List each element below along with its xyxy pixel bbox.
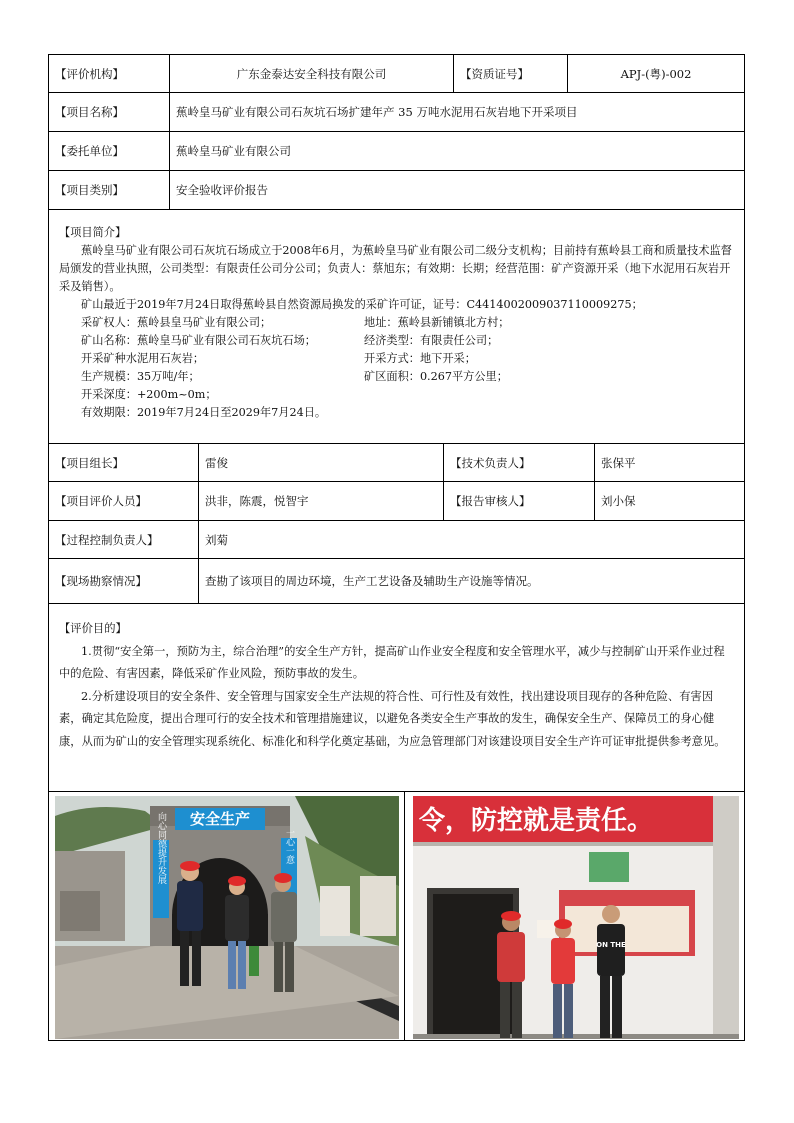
kv-key: 开采矿种水泥用石灰岩； [81, 352, 205, 365]
process-label: 【过程控制负责人】 [55, 532, 159, 547]
process-row [49, 521, 744, 559]
kv-val: 经济类型：有限责任公司； [364, 334, 499, 347]
project-label: 【项目名称】 [55, 105, 124, 119]
banner-text: 令，防控就是责任。 [419, 806, 654, 836]
kv-key: 生产规模：35万吨/年； [81, 370, 200, 383]
org-row [49, 55, 744, 93]
evaluators-label: 【项目评价人员】 [55, 494, 147, 508]
evaluators-row [49, 482, 744, 521]
purpose-p2: 2.分析建设项目的安全条件、安全管理与国家安全生产法规的符合性、可行性及有效性，找出建设项目现存的各种危险、有害因素，确定其危险度，提出合理可行的安全技术和管理措施建议，以避免各类安全生产事故的发生，确保安全生产、保障员工的身心健康，从而为矿山的安全管理实现系统化、标准化和科学化奠定基础，为应急管理部门对该建设项目安全生产许可证审批提供参考意见。 [59, 689, 726, 748]
leader-label: 【项目组长】 [55, 455, 124, 470]
leader-row [49, 444, 744, 482]
intro-kv-row [59, 314, 734, 332]
intro-kv-row [59, 350, 734, 368]
project-row [49, 93, 744, 132]
kv-val: 矿区面积：0.267平方公里； [364, 370, 508, 383]
tech-value: 张保平 [594, 444, 744, 481]
cert-value: APJ-(粤)-002 [567, 55, 744, 92]
type-label: 【项目类别】 [55, 183, 124, 197]
photo-divider [404, 792, 405, 1040]
type-row [49, 171, 744, 210]
reviewer-value: 刘小保 [594, 482, 744, 520]
evaluation-purpose [49, 604, 744, 792]
leader-value: 雷俊 [198, 444, 443, 481]
type-value: 安全验收评价报告 [169, 171, 744, 209]
intro-kv-row [59, 368, 734, 386]
intro-kv-row [59, 332, 734, 350]
project-value: 蕉岭皇马矿业有限公司石灰坑石场扩建年产 35 万吨水泥用石灰岩地下开采项目 [169, 93, 744, 131]
evaluators-value: 洪非，陈震，悦智宇 [198, 482, 443, 520]
purpose-p1: 1.贯彻“安全第一，预防为主，综合治理”的安全生产方针，提高矿山作业安全程度和安全管理水平，减少与控制矿山开采作业过程中的危险、有害因素，降低采矿作业风险，预防事故的发生。 [59, 644, 725, 680]
kv-key: 采矿权人：蕉岭县皇马矿业有限公司； [81, 316, 272, 329]
tunnel-entrance-photo [55, 796, 399, 1039]
intro-title: 【项目简介】 [59, 226, 127, 239]
kv-val: 地址：蕉岭县新铺镇北方村； [364, 316, 510, 329]
site-row [49, 559, 744, 604]
project-intro [49, 210, 744, 444]
shirt-text: ON THE [596, 941, 626, 949]
intro-para1: 蕉岭皇马矿业有限公司石灰坑石场成立于2008年6月，为蕉岭皇马矿业有限公司二级分支机构；目前持有蕉岭县工商和质量技术监督局颁发的营业执照，公司类型：有限责任公司分公司；负责人：蔡旭东；有效期：长期；经营范围：矿产资源开采（地下水泥用石灰岩开采及销售）。 [59, 244, 732, 293]
process-value: 刘菊 [198, 521, 744, 558]
report-frame [48, 54, 745, 1041]
kv-key: 矿山名称：蕉岭皇马矿业有限公司石灰坑石场； [81, 334, 316, 347]
client-value: 蕉岭皇马矿业有限公司 [169, 132, 744, 170]
intro-para2: 矿山最近于2019年7月24日取得蕉岭县自然资源局换发的采矿许可证，证号：C4414002009037110009275； [81, 298, 643, 311]
intro-depth: 开采深度：+200m~0m； [81, 388, 217, 401]
tunnel-sign-text: 安全生产 [189, 810, 251, 828]
reviewer-label: 【报告审核人】 [443, 482, 594, 520]
site-photos [49, 792, 744, 1040]
tunnel-side-text-right: 一心一意 [284, 828, 294, 864]
intro-validity: 有效期限：2019年7月24日至2029年7月24日。 [81, 406, 327, 419]
client-label: 【委托单位】 [55, 144, 124, 158]
kv-val: 开采方式：地下开采； [364, 352, 476, 365]
site-label: 【现场勘察情况】 [55, 574, 147, 588]
tunnel-side-text-left: 向心同德提升发展 [156, 812, 166, 884]
org-label: 【评价机构】 [55, 66, 124, 81]
cert-label: 【资质证号】 [453, 55, 567, 92]
purpose-title: 【评价目的】 [59, 622, 127, 635]
tech-label: 【技术负责人】 [443, 444, 594, 481]
org-value: 广东金泰达安全科技有限公司 [169, 55, 453, 92]
office-wall-photo [413, 796, 739, 1039]
client-row [49, 132, 744, 171]
site-value: 查勘了该项目的周边环境，生产工艺设备及辅助生产设施等情况。 [198, 559, 744, 603]
